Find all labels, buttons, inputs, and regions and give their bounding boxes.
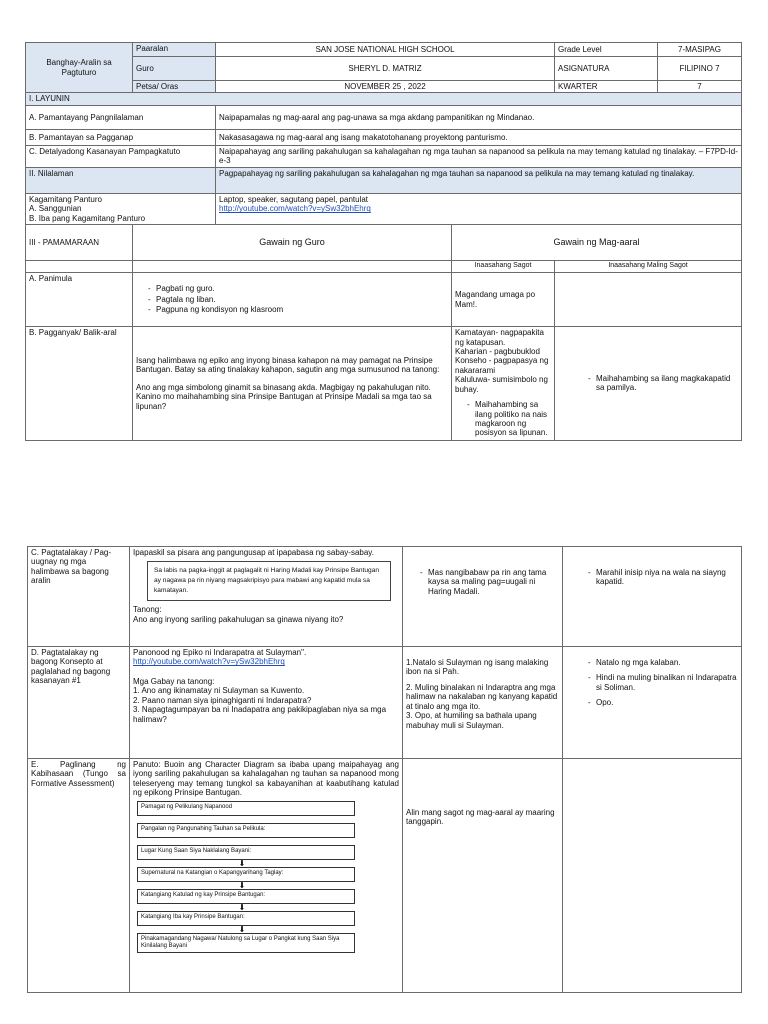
gabay-q2: 2. Paano naman siya ipinaghiganti ni Indarapatra? bbox=[133, 695, 312, 705]
list-item: - Pagtala ng liban. bbox=[148, 295, 448, 304]
lesson-plan-table-bottom bbox=[27, 546, 742, 993]
paglinang-sagot-text: Alin mang sagot ng mag-aaral ay maaring tanggapin. bbox=[406, 808, 555, 827]
list-item: - Pagbati ng guro. bbox=[148, 284, 448, 293]
petsa-value: NOVEMBER 25 , 2022 bbox=[216, 81, 555, 93]
pamantayang-pangnilalaman-label: A. Pamantayang Pangnilalaman bbox=[26, 105, 216, 129]
kagamitan-value bbox=[216, 193, 742, 224]
character-diagram bbox=[133, 801, 399, 953]
pagtatalakay-d-label: D. Pagtatalakay ng bagong Konsepto at paglalahad ng bagong kasanayan #1 bbox=[28, 647, 130, 759]
petsa-label: Petsa/ Oras bbox=[133, 81, 216, 93]
pagtatalakay-c-intro: Ipapaskil sa pisara ang pangungusap at ipapabasa ng sabay-sabay. bbox=[133, 548, 374, 557]
blank-cell bbox=[555, 273, 742, 327]
pagtatalakay-c-sagot bbox=[403, 547, 563, 647]
paglinang-label: E. Paglinang ng Kabihasaan (Tungo sa Formative Assessment) bbox=[28, 759, 130, 993]
pagganyak-guro bbox=[133, 327, 452, 441]
kagamitan-label-2: A. Sanggunian bbox=[29, 204, 82, 214]
paglinang-sagot bbox=[403, 759, 563, 993]
blank-cell bbox=[133, 261, 452, 273]
gabay-q1: 1. Ano ang ikinamatay ni Sulayman sa Kuwento. bbox=[133, 686, 305, 696]
nilalaman-label: II. Nilalaman bbox=[26, 167, 216, 193]
kasanayan-label: C. Detalyadong Kasanayan Pampagkatuto bbox=[26, 145, 216, 167]
kagamitan-label-1: Kagamitang Panturo bbox=[29, 194, 102, 204]
arrow-down-icon bbox=[137, 838, 347, 845]
pamantayan-pagganap-value: Nakasasagawa ng mag-aaral ang isang makatotohanang proyektong panturismo. bbox=[216, 129, 742, 145]
kagamitan-materials: Laptop, speaker, sagutang papel, pantulat bbox=[219, 194, 369, 204]
list-item: - Hindi na muling binalikan ni Indarapatra si Soliman. bbox=[588, 673, 738, 692]
plan-title: Banghay-Aralin sa Pagtuturo bbox=[26, 43, 133, 93]
layunin-heading: I. LAYUNIN bbox=[26, 93, 742, 105]
lesson-plan-table-top bbox=[25, 42, 742, 441]
grade-label: Grade Level bbox=[555, 43, 658, 57]
kagamitan-label-3: B. Iba pang Kagamitang Panturo bbox=[29, 213, 146, 223]
blank-cell bbox=[26, 261, 133, 273]
list-item: - Natalo ng mga kalaban. bbox=[588, 658, 738, 667]
pagganyak-p2: Ano ang mga simbolong ginamit sa binasang akda. Magbigay ng pakahulugan nito. bbox=[136, 382, 431, 392]
arrow-down-icon: ⬇ bbox=[238, 924, 246, 934]
arrow-down-icon bbox=[137, 816, 347, 823]
tanong-label: Tanong: bbox=[133, 605, 162, 615]
asignatura-label: ASIGNATURA bbox=[555, 57, 658, 81]
blank-cell bbox=[563, 759, 742, 993]
nilalaman-value: Pagpapahayag ng sariling pakahulugan sa kahalagahan ng mga tauhan sa napanood sa pelikula na may temang katulad ng tinalakay. bbox=[216, 167, 742, 193]
sagot-a3: 3. Opo, at humiling sa bathala upang mabuhay muli si Sulayman. bbox=[406, 711, 537, 730]
gabay-q3: 3. Napagtagumpayan ba ni Inadapatra ang pakikipaglaban niya sa mga halimaw? bbox=[133, 705, 387, 724]
list-item: - Mas nangibabaw pa rin ang tama kaysa sa maling pag=uugali ni Haring Madali. bbox=[420, 568, 559, 596]
panimula-sagot: Magandang umaga po Mam!. bbox=[452, 273, 555, 327]
diagram-box-supernatural: Supernatural na Katangian o Kapangyarihang Taglay: bbox=[137, 867, 355, 882]
panuto-text: Panuto: Buoin ang Character Diagram sa ibaba upang maipahayag ang iyong sariling pakahulugan sa kahalagahan ng tauhan sa napanood mong teleseryeng may temang tungkol sa kabayanihan at kaabutihang katulad ng epikong Prinsipe Bantugan. bbox=[133, 760, 399, 798]
asignatura-value: FILIPINO 7 bbox=[658, 57, 742, 81]
sagot-line: Kaluluwa- sumisimbolo ng buhay. bbox=[455, 375, 548, 394]
list-item: - Marahil inisip niya na wala na siayng kapatid. bbox=[588, 568, 738, 587]
pamantayang-pangnilalaman-value: Naipapamalas ng mag-aaral ang pag-unawa sa mga akdang pampanitikan ng Mindanao. bbox=[216, 105, 742, 129]
sagot-a2: 2. Muling binalakan ni Indaraptra ang mga halimaw na nakalaban ng kanyang kapatid at tinalo ang mga ito. bbox=[406, 682, 558, 711]
gawain-magaaral-header: Gawain ng Mag-aaral bbox=[452, 225, 742, 261]
sagot-a1: 1.Natalo si Sulayman ng isang malaking ibon na si Pah. bbox=[406, 658, 549, 677]
pagganyak-sagot bbox=[452, 327, 555, 441]
pagtatalakay-d-intro: Panonood ng Epiko ni Indarapatra at Sulayman". bbox=[133, 648, 307, 657]
sagot-line: Kaharian - pagbubuklod bbox=[455, 346, 540, 356]
tanong-text: Ano ang inyong sariling pakahulugan sa ginawa niyang ito? bbox=[133, 614, 344, 624]
pagtatalakay-c-guro bbox=[130, 547, 403, 647]
pagtatalakay-d-maling bbox=[563, 647, 742, 759]
panimula-label: A. Panimula bbox=[26, 273, 133, 327]
gawain-guro-header: Gawain ng Guro bbox=[133, 225, 452, 261]
pagganyak-maling bbox=[555, 327, 742, 441]
pagganyak-p3: Kanino mo maihahambing sina Prinsipe Bantugan at Prinsipe Madali sa mga tao sa lipunan? bbox=[136, 392, 432, 411]
kwarter-label: KWARTER bbox=[555, 81, 658, 93]
guro-value: SHERYL D. MATRIZ bbox=[216, 57, 555, 81]
diagram-box-lugar: Lugar Kung Saan Siya Naklalang Bayani: bbox=[137, 845, 355, 860]
list-item: - Maihahambing sa ilang magkakapatid sa pamilya. bbox=[588, 374, 738, 393]
pamamaraan-heading: III - PAMAMARAAN bbox=[26, 225, 133, 261]
diagram-box-nagawa: Pinakamagandang Nagawa/ Natulong sa Lugar o Pangkat kung Saan Siya Kinilalang Bayani bbox=[137, 933, 355, 953]
list-item: - Opo. bbox=[588, 698, 738, 707]
sentence-box: Sa labis na pagka-inggit at paglagalit ni Haring Madali kay Prinsipe Bantugan ay nagawa pa rin niyang magsakripisyo para mabawi ang kapatid mula sa kamatayan. bbox=[147, 561, 391, 601]
pagtatalakay-c-label: C. Pagtatalakay / Pag-uugnay ng mga halimbawa sa bagong aralin bbox=[28, 547, 130, 647]
paaralan-value: SAN JOSE NATIONAL HIGH SCHOOL bbox=[216, 43, 555, 57]
kasanayan-value: Naipapahayag ang sariling pakahulugan sa kahalagahan ng mga tauhan sa napanood sa pelikula na may temang katulad ng tinalakay. – F7PD-Id-e-3 bbox=[216, 145, 742, 167]
maling-sagot-header: Inaasahang Maling Sagot bbox=[555, 261, 742, 273]
panimula-guro bbox=[133, 273, 452, 327]
paglinang-guro bbox=[130, 759, 403, 993]
pagganyak-p1: Isang halimbawa ng epiko ang inyong binasa kahapon na may pamagat na Prinsipe Bantugan. Batay sa ating tinalakay kahapon, sagutin ang mga sumusunod na tanong: bbox=[136, 355, 440, 375]
pagtatalakay-d-guro bbox=[130, 647, 403, 759]
gabay-label: Mga Gabay na tanong: bbox=[133, 676, 215, 686]
kwarter-value: 7 bbox=[658, 81, 742, 93]
list-item: - Pagpuna ng kondisyon ng klasroom bbox=[148, 305, 448, 314]
kagamitan-link[interactable]: http://youtube.com/watch?v=ySw32bhEhrq bbox=[219, 204, 371, 214]
list-item: - Maihahambing sa ilang politiko na nais magkaroon ng posisyon sa lipunan. bbox=[467, 400, 551, 438]
arrow-down-icon: ⬇ bbox=[238, 902, 246, 912]
kagamitan-label bbox=[26, 193, 216, 224]
diagram-box-tauhan: Pangalan ng Pangunahing Tauhan sa Pelikula: bbox=[137, 823, 355, 838]
sagot-line: Kamatayan- nagpapakita ng katapusan. bbox=[455, 328, 544, 347]
grade-value: 7-MASIPAG bbox=[658, 43, 742, 57]
arrow-down-icon: ⬇ bbox=[238, 858, 246, 868]
arrow-down-icon: ⬇ bbox=[238, 880, 246, 890]
pagtatalakay-c-maling bbox=[563, 547, 742, 647]
pamantayan-pagganap-label: B. Pamantayan sa Pagganap bbox=[26, 129, 216, 145]
pagganyak-label: B. Pagganyak/ Balik-aral bbox=[26, 327, 133, 441]
sagot-line: Konseho - pagpapasya ng nakararami bbox=[455, 356, 549, 375]
diagram-box-pamagat: Pamagat ng Pelikulang Napanood bbox=[137, 801, 355, 816]
video-link[interactable]: http://youtube.com/watch?v=ySw32bhEhrq bbox=[133, 657, 285, 667]
diagram-box-iba: Katangiang Iba kay Prinsipe Bantugan: bbox=[137, 911, 355, 926]
diagram-box-katulad: Katangiang Katulad ng kay Prinsipe Bantugan: bbox=[137, 889, 355, 904]
pagtatalakay-d-sagot bbox=[403, 647, 563, 759]
guro-label: Guro bbox=[133, 57, 216, 81]
inaasahang-sagot-header: Inaasahang Sagot bbox=[452, 261, 555, 273]
paaralan-label: Paaralan bbox=[133, 43, 216, 57]
